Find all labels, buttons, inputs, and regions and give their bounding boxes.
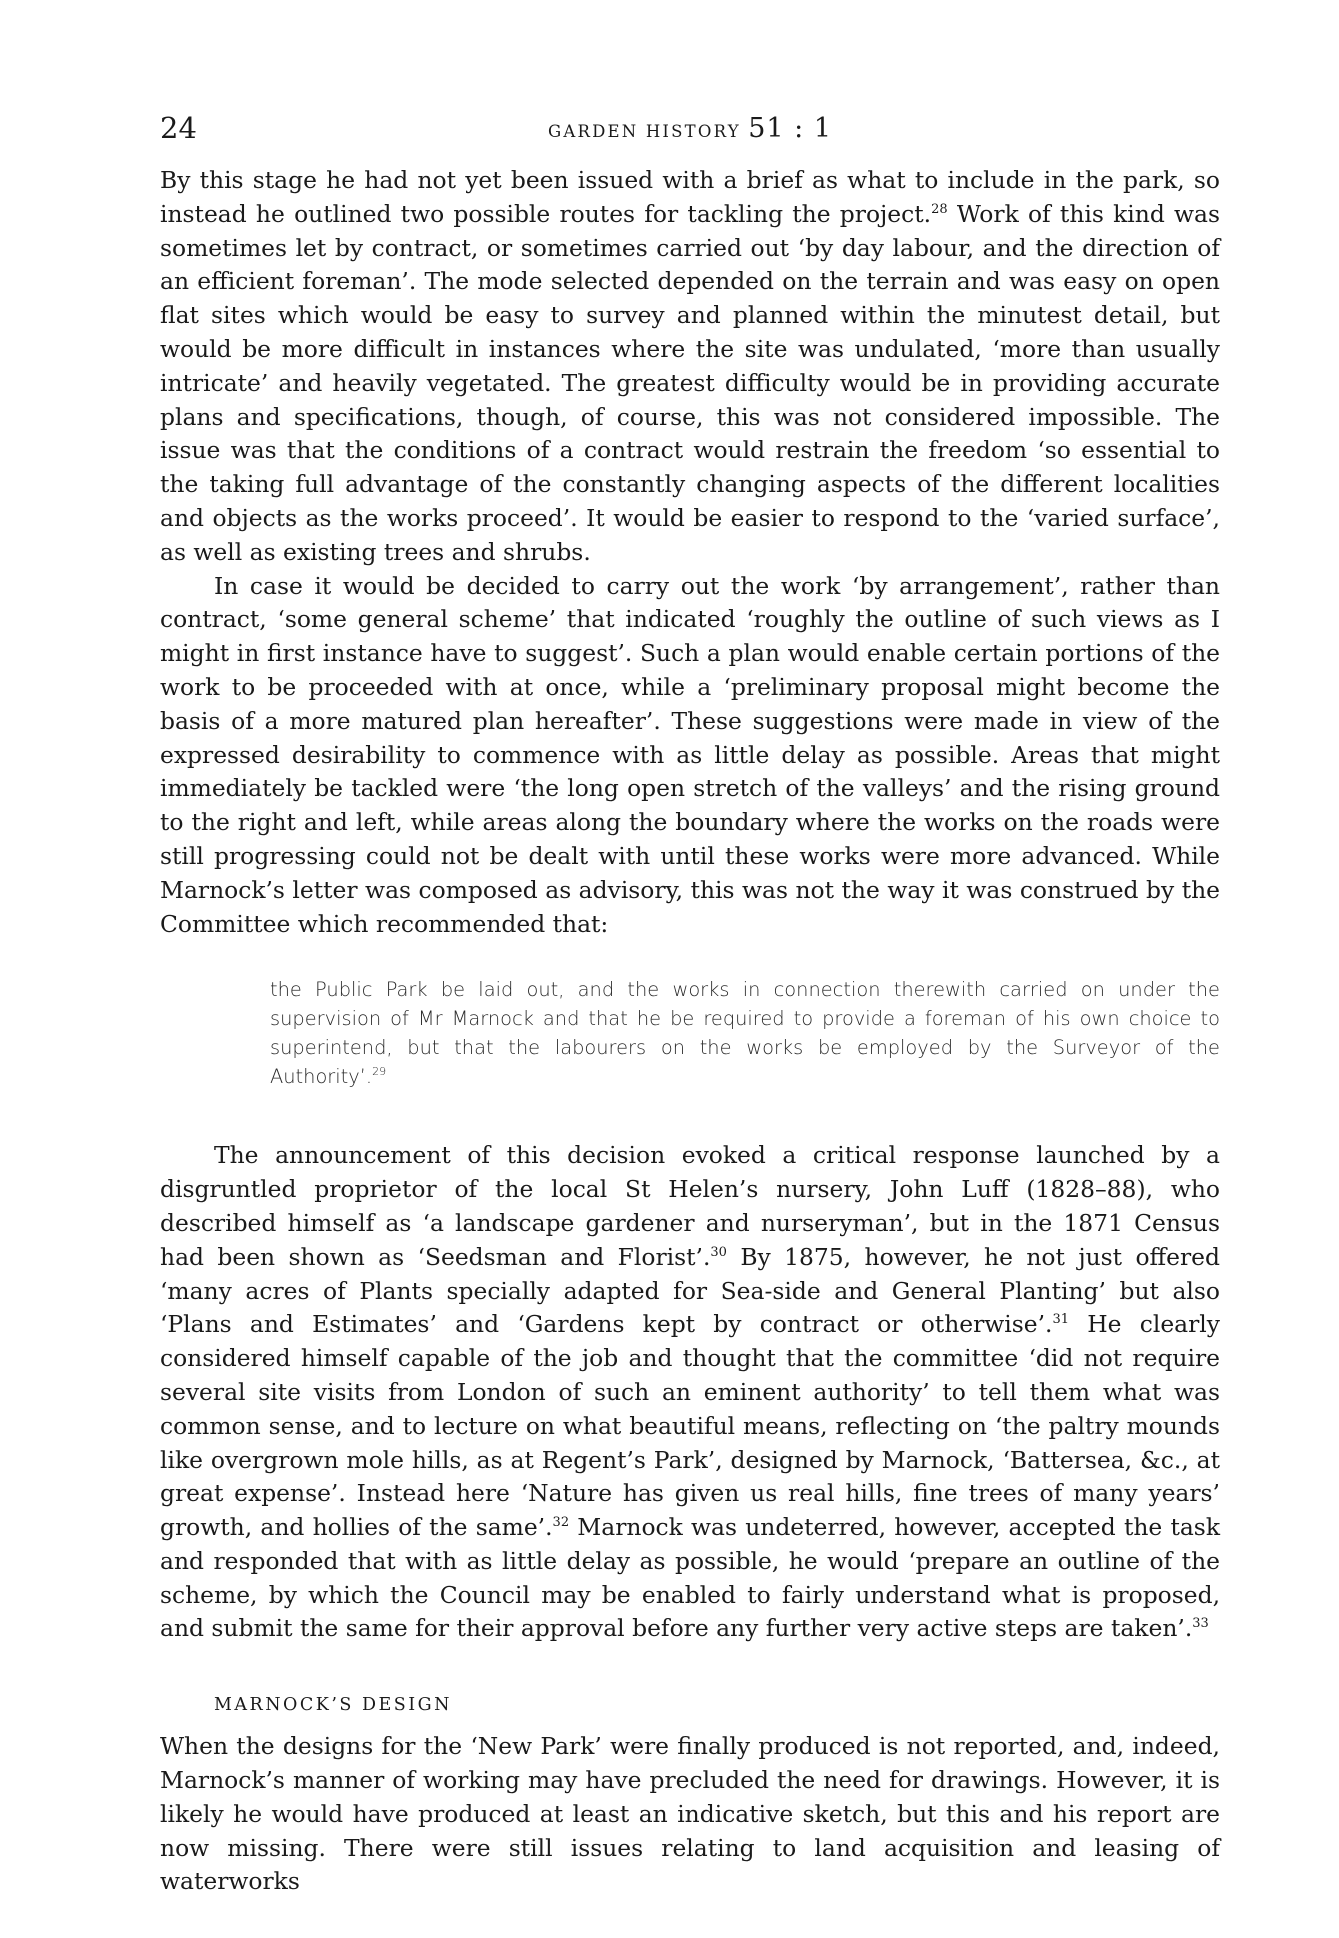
footnote-ref-31[interactable]: 31 — [1052, 1312, 1070, 1328]
footnote-ref-33[interactable]: 33 — [1192, 1616, 1209, 1632]
block-quote-text: the Public Park be laid out, and the works in connection therewith carried on under the supervision of Mr Marnock and that he be required to provide a foreman of his own choice to superintend, but that the labourers on the works be employed by the Surveyor of the Authority’. — [270, 978, 1220, 1089]
paragraph-3-text-c: He clearly considered himself capable of the job and thought that the committee ‘did not require several site visits from London of such an eminent authority’ to tell them what was common sense, and to lecture on what beautiful means, reflecting on ‘the paltry mounds like overgrown mole hills, as at Regent’s Park’, designed by Marnock, ‘Battersea, &c., at great expense’. Instead here ‘Nature has given us real hills, fine trees of many years’ growth, and hollies of the same’. — [160, 1310, 1220, 1542]
paragraph-2-text: In case it would be decided to carry out the work ‘by arrangement’, rather than contract, ‘some general scheme’ that indicated ‘roughly the outline of such views as I might in first instance have to suggest’. Such a plan would enable certain portions of the work to be proceeded with at once, while a ‘preliminary proposal might become the basis of a more matured plan hereafter’. These suggestions were made in view of the expressed desirability to commence with as little delay as possible. Areas that might immediately be tackled were ‘the long open stretch of the valleys’ and the rising ground to the right and left, while areas along the boundary where the works on the roads were still progressing could not be dealt with until these works were more advanced. While Marnock’s letter was composed as advisory, this was not the way it was construed by the Committee which recommended that: — [160, 571, 1220, 938]
paragraph-3-text-b: By 1875, however, he not just offered ‘many acres of Plants specially adapted for Sea-side and General Planting’ but also ‘Plans and Estimates’ and ‘Gardens kept by contract or otherwise’. — [160, 1242, 1220, 1339]
journal-name: GARDEN HISTORY — [547, 122, 741, 141]
block-quote — [270, 975, 1220, 1091]
paragraph-1-text-a: By this stage he had not yet been issued with a brief as what to include in the park, so instead he outlined two possible routes for tackling the project. — [160, 166, 1220, 228]
footnote-ref-29[interactable]: 29 — [372, 1065, 387, 1079]
journal-volume: 51 : 1 — [748, 113, 833, 144]
page-number: 24 — [160, 111, 197, 145]
journal-title — [160, 114, 1220, 147]
paragraph-3 — [160, 1139, 1220, 1646]
footnote-ref-32[interactable]: 32 — [552, 1515, 570, 1531]
page — [160, 110, 1220, 1899]
paragraph-1-text-b: Work of this kind was sometimes let by contract, or sometimes carried out ‘by day labour, and the direction of an efficient foreman’. The mode selected depended on the terrain and was easy on open flat sites which would be easy to survey and planned within the minutest detail, but would be more difficult in instances where the site was undulated, ‘more than usually intricate’ and heavily vegetated. The greatest difficulty would be in providing accurate plans and specifications, though, of course, this was not considered impossible. The issue was that the conditions of a contract would restrain the freedom ‘so essential to the taking full advantage of the constantly changing aspects of the different localities and objects as the works proceed’. It would be easier to respond to the ‘varied surface’, as well as existing trees and shrubs. — [160, 199, 1220, 566]
footnote-ref-28[interactable]: 28 — [931, 201, 948, 217]
running-head — [160, 110, 1220, 150]
footnote-ref-30[interactable]: 30 — [710, 1244, 727, 1260]
paragraph-3-text-a: The announcement of this decision evoked a critical response launched by a disgruntled proprietor of the local St Helen’s nursery, John Luff (1828–88), who described himself as ‘a landscape gardener and nurseryman’, but in the 1871 Census had been shown as ‘Seedsman and Florist’. — [160, 1141, 1220, 1271]
section-heading: MARNOCK’S DESIGN — [214, 1695, 452, 1716]
paragraph-1 — [160, 164, 1220, 570]
paragraph-2 — [160, 570, 1220, 942]
paragraph-4-text: When the designs for the ‘New Park’ were finally produced is not reported, and, indeed, Marnock’s manner of working may have precluded the need for drawings. However, it is likely he would have produced at least an indicative sketch, but this and his report are now missing. There were still issues relating to land acquisition and leasing of waterworks — [160, 1732, 1220, 1896]
paragraph-3-text-d: Marnock was undeterred, however, accepted the task and responded that with as little delay as possible, he would ‘prepare an outline of the scheme, by which the Council may be enabled to fairly understand what is proposed, and submit the same for their approval before any further very active steps are taken’. — [160, 1513, 1220, 1643]
paragraph-4 — [160, 1730, 1220, 1899]
